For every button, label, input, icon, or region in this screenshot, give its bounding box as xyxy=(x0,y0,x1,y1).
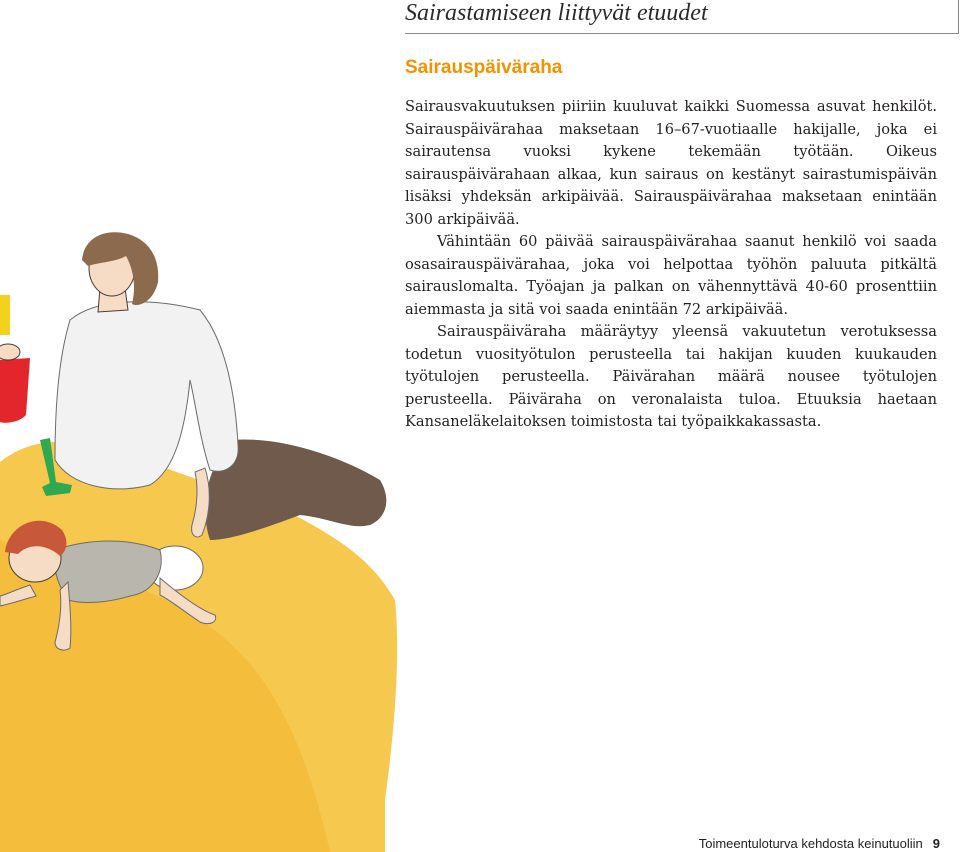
child-hand-on-bucket xyxy=(0,344,20,360)
section-heading: Sairauspäiväraha xyxy=(405,57,563,78)
running-header-title: Sairastamiseen liittyvät etuudet xyxy=(405,0,708,26)
woman-shirt xyxy=(55,302,238,489)
yellow-bucket xyxy=(0,295,10,335)
header-rule-vertical xyxy=(958,0,959,34)
body-text xyxy=(405,96,937,434)
paragraph-1: Sairausvakuutuksen piiriin kuuluvat kaikki Suomessa asuvat henkilöt. Sairauspäivärahaa maksetaan 16–67-vuotiaalle hakijalle, joka ei sairautensa vuoksi kykene tekemään työtään. Oikeus sairauspäivärahaan alkaa, kun sairaus on kestänyt sairastumispäivän lisäksi yhdeksän arkipäivää. Sairauspäivärahaa maksetaan enintään 300 arkipäivää. xyxy=(405,98,937,228)
red-bucket xyxy=(0,358,30,423)
page-footer xyxy=(699,836,940,851)
header-rule xyxy=(405,33,959,34)
paragraph-2: Vähintään 60 päivää sairauspäivärahaa saanut henkilö voi saada osasairauspäivärahaa, joka voi helpottaa työhön paluuta pitkältä sairauslomalta. Työajan ja palkan on vähennyttävä 40-60 prosenttiin aiemmasta ja sitä voi saada enintään 72 arkipäivää. xyxy=(405,233,937,318)
sandpit-illustration xyxy=(0,200,400,852)
page-number: 9 xyxy=(932,836,940,851)
paragraph-3: Sairauspäiväraha määräytyy yleensä vakuutetun verotuksessa todetun vuosityötulon perusteella tai hakijan kuuden kuukauden työtulojen perusteella. Päivärahan määrä nousee työtulojen perusteella. Päiväraha on veronalaista tuloa. Etuuksia haetaan Kansaneläkelaitoksen toimistosta tai työpaikkakassasta. xyxy=(405,323,937,430)
publication-title: Toimeentuloturva kehdosta keinutuoliin xyxy=(698,836,923,851)
